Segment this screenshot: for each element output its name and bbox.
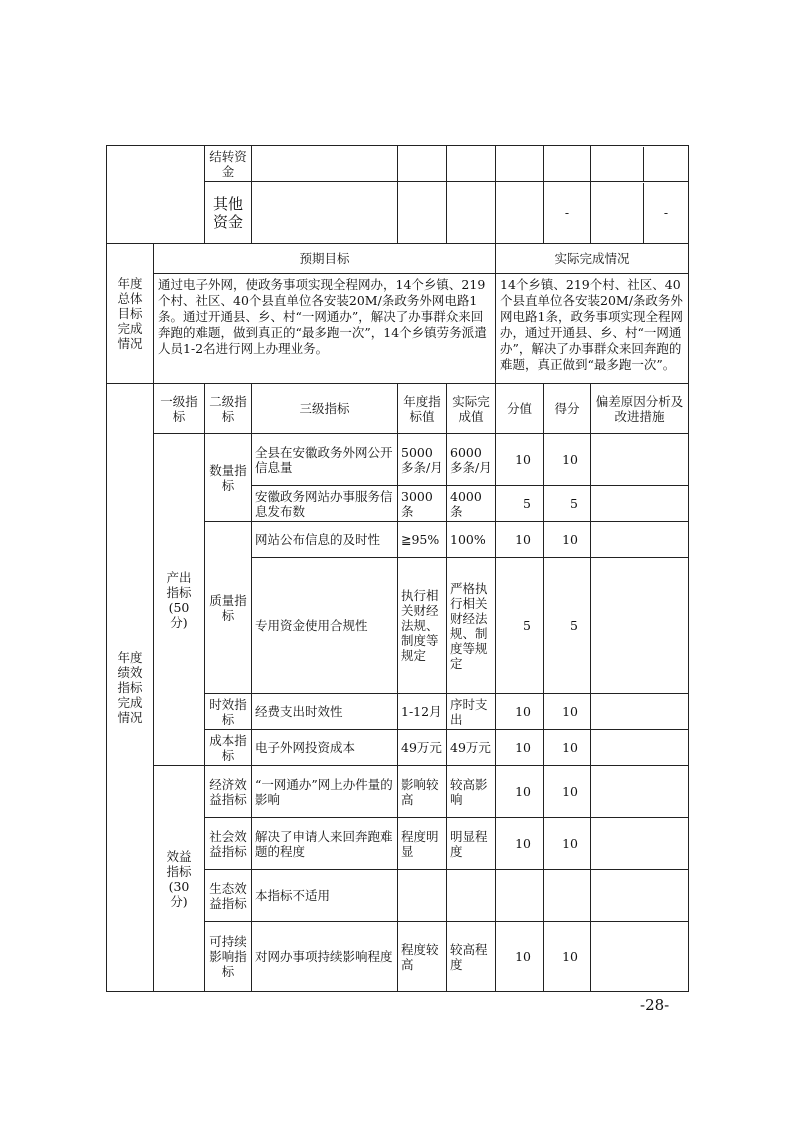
actual-value: 4000条	[447, 486, 496, 522]
actual-text: 14个乡镇、219个村、社区、40个县直单位各安装20M/条政务外网电路1条，政务事项实现全程网办，通过开通县、乡、村“一网通办”，解决了办事群众来回奔跑的难题，真正做到“最多跑一次”。	[496, 274, 689, 384]
funds-cell	[591, 147, 644, 181]
level2-quantity: 数量指标	[205, 434, 252, 522]
score: 10	[544, 694, 591, 730]
score-value: 10	[496, 818, 544, 870]
goals-section-label: 年度总体目标完成情况	[107, 244, 154, 384]
funds-cell: -	[544, 182, 591, 244]
target-value: ≧95%	[398, 522, 447, 558]
score-value: 5	[496, 486, 544, 522]
score: 5	[544, 558, 591, 694]
deviation-note	[591, 486, 689, 522]
score: 10	[544, 522, 591, 558]
level1-output: 产出指标(50分)	[154, 434, 205, 766]
score-value	[496, 870, 544, 922]
funds-cell	[644, 147, 688, 181]
target-value: 影响较高	[398, 766, 447, 818]
score-value: 10	[496, 434, 544, 486]
deviation-note	[591, 766, 689, 818]
score	[544, 870, 591, 922]
target-value: 程度较高	[398, 922, 447, 992]
header-deviation: 偏差原因分析及改进措施	[591, 384, 689, 434]
funds-cell	[447, 182, 496, 244]
target-value: 程度明显	[398, 818, 447, 870]
actual-value: 100%	[447, 522, 496, 558]
score: 10	[544, 730, 591, 766]
indicator: 专用资金使用合规性	[252, 558, 398, 694]
actual-value: 较高影响	[447, 766, 496, 818]
level2-economic: 经济效益指标	[205, 766, 252, 818]
score: 10	[544, 766, 591, 818]
header-level2: 二级指标	[205, 384, 252, 434]
level2-sustainable: 可持续影响指标	[205, 922, 252, 992]
level1-benefit: 效益指标(30分)	[154, 766, 205, 992]
indicator: 对网办事项持续影响程度	[252, 922, 398, 992]
header-score-value: 分值	[496, 384, 544, 434]
performance-table	[106, 145, 689, 992]
level2-quality: 质量指标	[205, 522, 252, 694]
funds-cell	[252, 182, 398, 244]
score: 10	[544, 434, 591, 486]
funds-cell-split	[591, 182, 689, 244]
header-actual: 实际完成值	[447, 384, 496, 434]
funds-cell	[591, 183, 644, 243]
score-value: 5	[496, 558, 544, 694]
level2-cost: 成本指标	[205, 730, 252, 766]
score-value: 10	[496, 766, 544, 818]
page-number: -28-	[640, 996, 670, 1014]
level2-timeliness: 时效指标	[205, 694, 252, 730]
level2-ecological: 生态效益指标	[205, 870, 252, 922]
indicator: 网站公布信息的及时性	[252, 522, 398, 558]
expected-header: 预期目标	[154, 244, 496, 274]
indicator: 电子外网投资成本	[252, 730, 398, 766]
expected-text: 通过电子外网，使政务事项实现全程网办，14个乡镇、219个村、社区、40个县直单位各安装20M/条政务外网电路1条。通过开通县、乡、村“一网通办”，解决了办事群众来回奔跑的难题，做到真正的“最多跑一次”，14个乡镇劳务派遣人员1-2名进行网上办理业务。	[154, 274, 496, 384]
deviation-note	[591, 558, 689, 694]
funds-cell: -	[663, 205, 669, 220]
score: 10	[544, 818, 591, 870]
target-value	[398, 870, 447, 922]
goals-text-row	[107, 274, 689, 384]
funds-cell	[544, 146, 591, 182]
target-value: 5000多条/月	[398, 434, 447, 486]
actual-value: 严格执行相关财经法规、制度等规定	[447, 558, 496, 694]
performance-header-row	[107, 384, 689, 434]
header-score: 得分	[544, 384, 591, 434]
funds-cell-split	[591, 146, 689, 182]
deviation-note	[591, 434, 689, 486]
funds-cell	[496, 146, 544, 182]
funds-cell	[447, 146, 496, 182]
actual-value	[447, 870, 496, 922]
indicator: 解决了申请人来回奔跑难题的程度	[252, 818, 398, 870]
indicator: 经费支出时效性	[252, 694, 398, 730]
actual-value: 6000多条/月	[447, 434, 496, 486]
table-row	[107, 434, 689, 486]
goals-header-row	[107, 244, 689, 274]
table-row	[107, 766, 689, 818]
indicator: “一网通办”网上办件量的影响	[252, 766, 398, 818]
funds-label: 结转资金	[205, 146, 252, 182]
indicator: 全县在安徽政务外网公开信息量	[252, 434, 398, 486]
funds-label: 其他资金	[205, 182, 252, 244]
score: 10	[544, 922, 591, 992]
funds-cell	[252, 146, 398, 182]
level2-social: 社会效益指标	[205, 818, 252, 870]
indicator: 安徽政务网站办事服务信息发布数	[252, 486, 398, 522]
deviation-note	[591, 870, 689, 922]
header-level1: 一级指标	[154, 384, 205, 434]
funds-cell	[398, 146, 447, 182]
score-value: 10	[496, 694, 544, 730]
actual-header: 实际完成情况	[496, 244, 689, 274]
score-value: 10	[496, 522, 544, 558]
target-value: 49万元	[398, 730, 447, 766]
actual-value: 明显程度	[447, 818, 496, 870]
deviation-note	[591, 694, 689, 730]
blank-cell	[107, 146, 205, 244]
header-target: 年度指标值	[398, 384, 447, 434]
score-value: 10	[496, 922, 544, 992]
deviation-note	[591, 730, 689, 766]
funds-cell	[398, 182, 447, 244]
deviation-note	[591, 522, 689, 558]
score-value: 10	[496, 730, 544, 766]
deviation-note	[591, 818, 689, 870]
indicator: 本指标不适用	[252, 870, 398, 922]
performance-section-label: 年度绩效指标完成情况	[107, 384, 154, 992]
score: 5	[544, 486, 591, 522]
target-value: 执行相关财经法规、制度等规定	[398, 558, 447, 694]
actual-value: 较高程度	[447, 922, 496, 992]
funds-row	[107, 146, 689, 182]
header-level3: 三级指标	[252, 384, 398, 434]
actual-value: 序时支出	[447, 694, 496, 730]
target-value: 3000条	[398, 486, 447, 522]
funds-cell	[496, 182, 544, 244]
deviation-note	[591, 922, 689, 992]
target-value: 1-12月	[398, 694, 447, 730]
actual-value: 49万元	[447, 730, 496, 766]
